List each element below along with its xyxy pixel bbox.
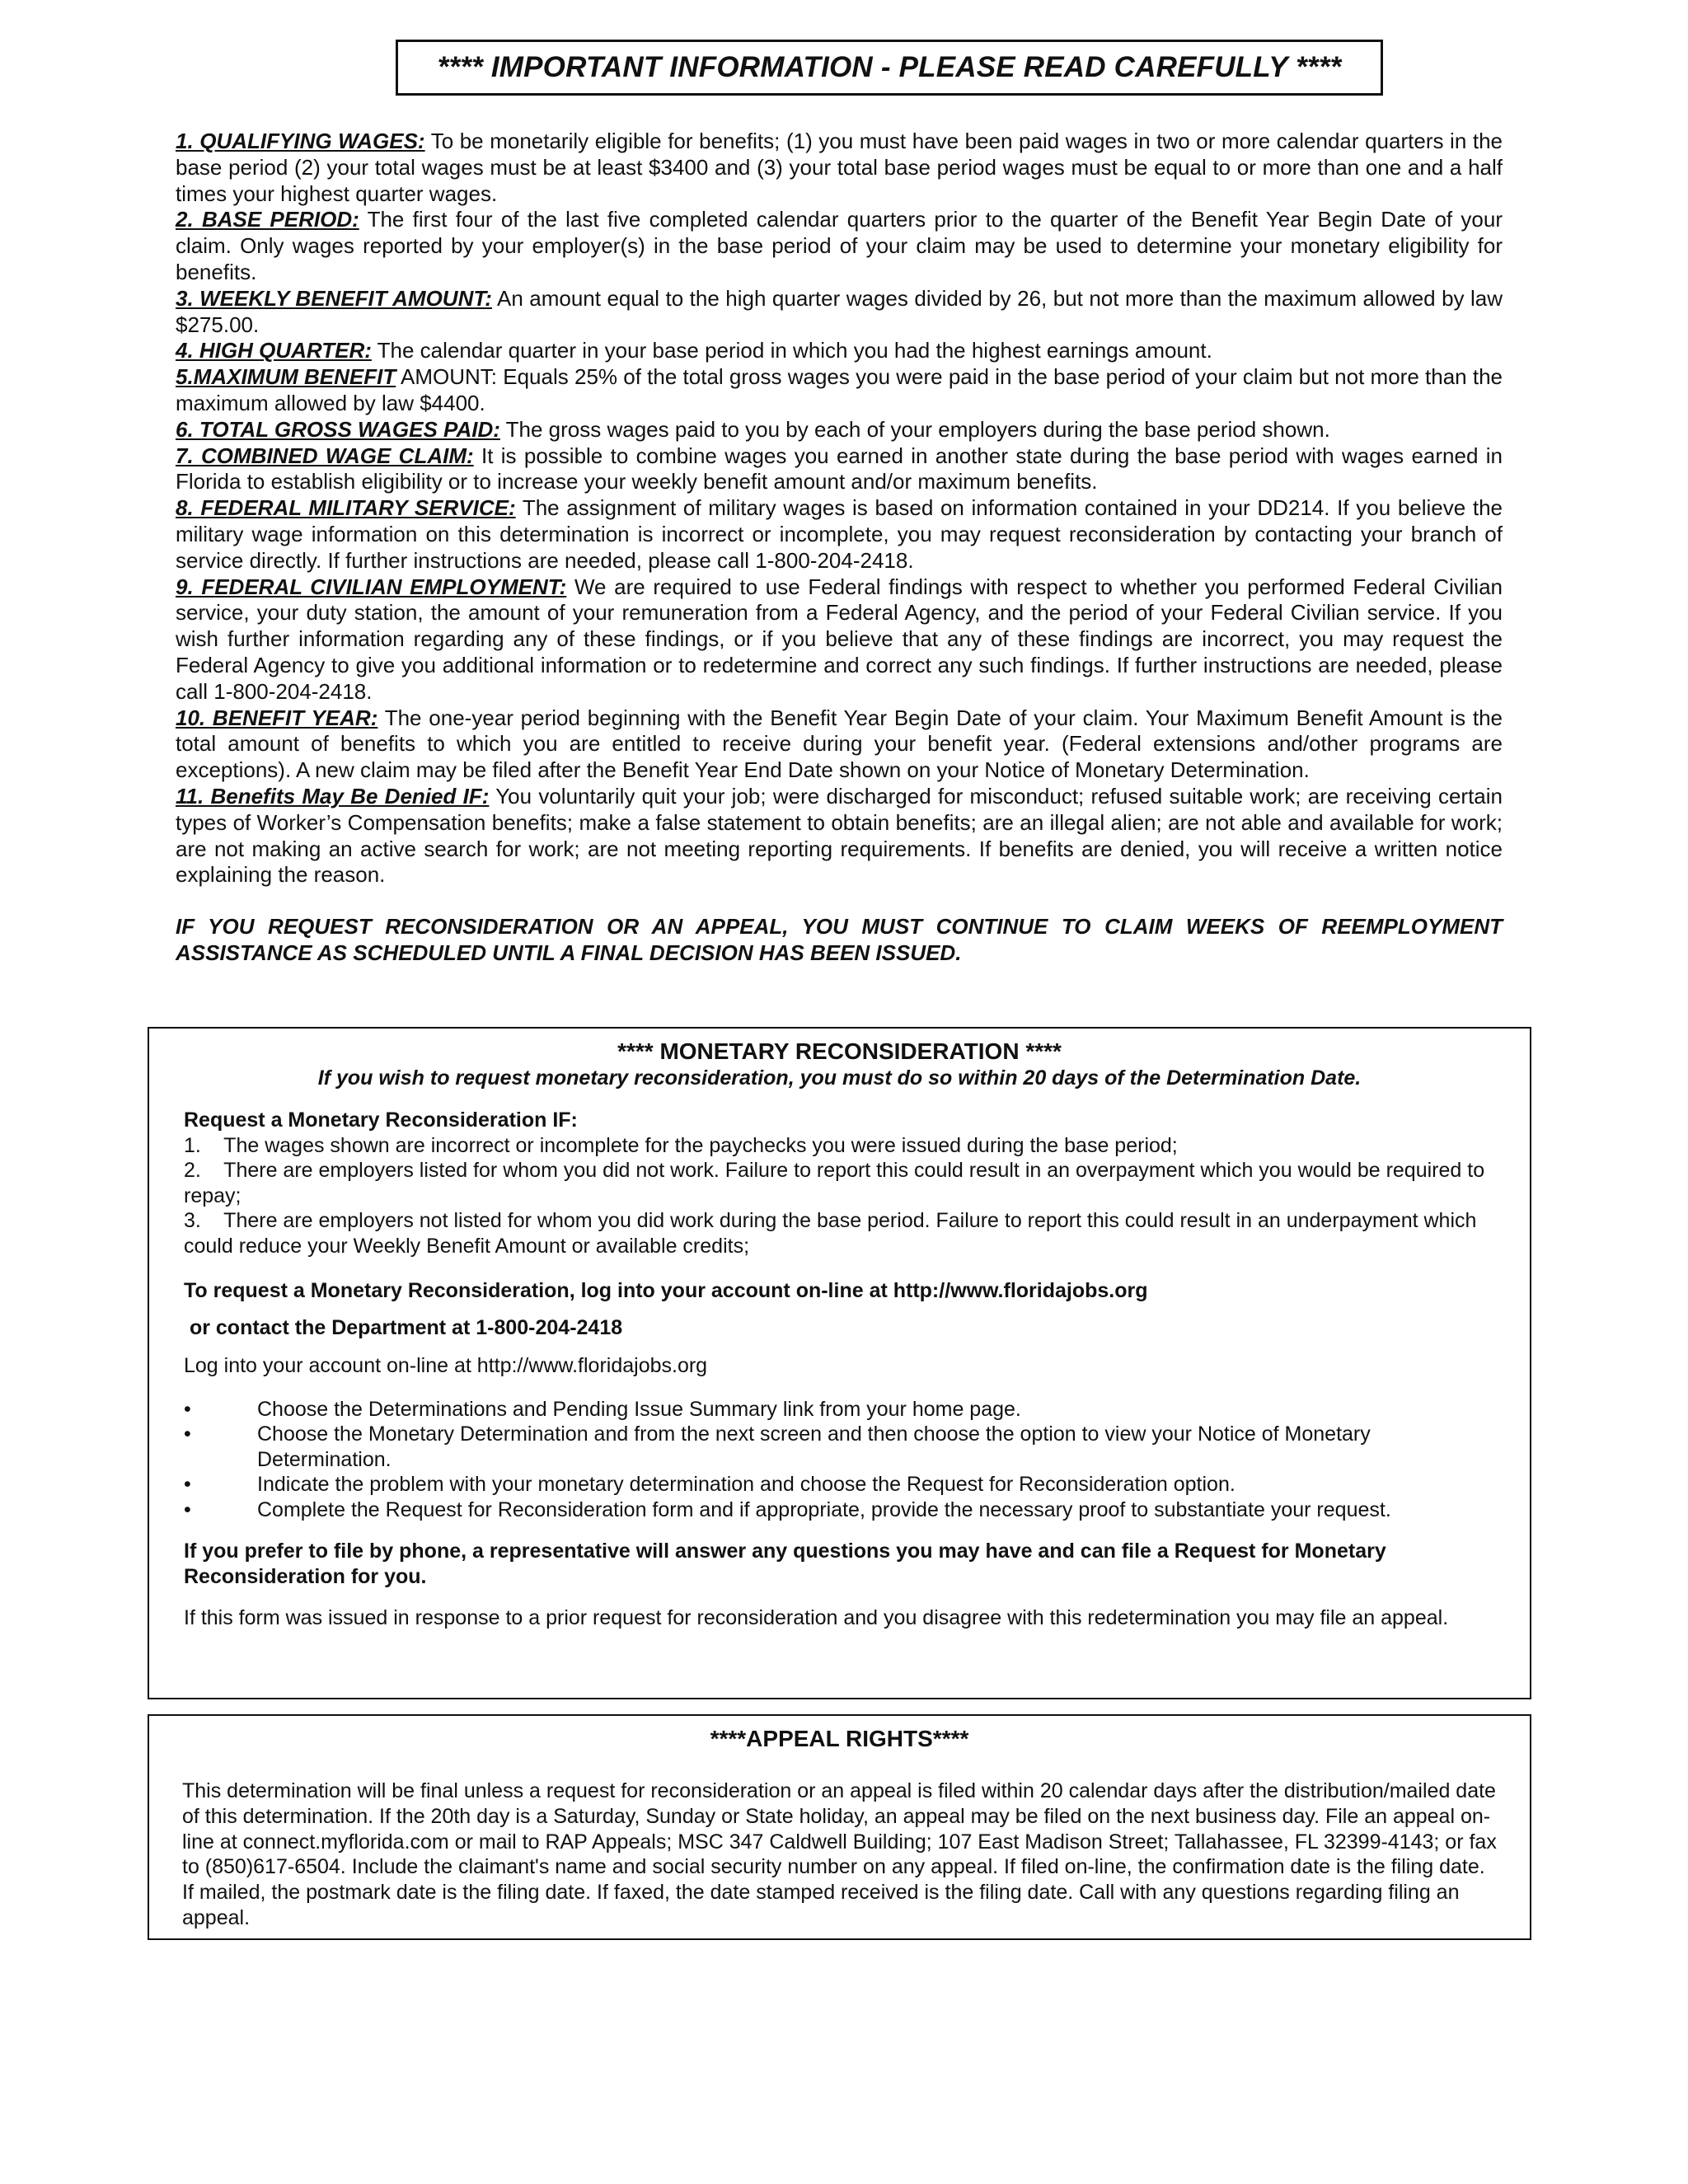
definition-term: 7. COMBINED WAGE CLAIM: xyxy=(176,443,474,468)
appeal-rights-text: This determination will be final unless a request for reconsideration or an appeal is filed within 20 calendar days after the distribution/mailed date of this determination. If the 20th day is a Saturday, Sunday or State holiday, an appeal may be filed on the next business day. File an appeal on-line at connect.myflorida.com or mail to RAP Appeals; MSC 347 Caldwell Building; 107 East Madison Street; Tallahassee, FL 32399-4143; or fax to (850)617-6504. Include the claimant's name and social security number on any appeal. If filed on-line, the confirmation date is the filing date. If mailed, the postmark date is the filing date. If faxed, the date stamped received is the filing date. Call with any questions regarding filing an appeal. xyxy=(182,1779,1497,1929)
definition-text: The one-year period beginning with the Benefit Year Begin Date of your claim. Your Maximum Benefit Amount is the total amount of benefits to which you are entitled to receive during your benefit year. (Federal extensions and/other programs are exceptions). A new claim may be filed after the Benefit Year End Date shown on your Notice of Monetary Determination. xyxy=(176,705,1503,783)
important-information-header xyxy=(396,40,1383,96)
definition-item xyxy=(176,129,1503,207)
login-text: Log into your account on-line at http://www.floridajobs.org xyxy=(184,1354,708,1377)
appeal-rights-box xyxy=(148,1714,1531,1940)
definition-text: To be monetarily eligible for benefits; (1) you must have been paid wages in two or more calendar quarters in the base period (2) your total wages must be at least $3400 and (3) your total base period wages must be equal to or more than one and a half times your highest quarter wages. xyxy=(176,129,1503,206)
continue-claiming-warning: IF YOU REQUEST RECONSIDERATION OR AN APPEAL, YOU MUST CONTINUE TO CLAIM WEEKS OF REEMPLOYMENT ASSISTANCE AS SCHEDULED UNTIL A FINAL DECISION HAS BEEN ISSUED. xyxy=(176,914,1503,965)
step-text: Choose the Monetary Determination and from the next screen and then choose the option to view your Notice of Monetary Determination. xyxy=(257,1422,1371,1471)
reconsideration-reason: 3. There are employers not listed for whom you did work during the base period. Failure to report this could result in an underpayment which could reduce your Weekly Benefit Amount or available credits; xyxy=(184,1209,1483,1258)
bullet-icon: • xyxy=(184,1422,191,1446)
header-title: **** IMPORTANT INFORMATION - PLEASE READ CAREFULLY **** xyxy=(437,51,1342,83)
definition-term: 10. BENEFIT YEAR: xyxy=(176,705,378,730)
reconsideration-reason: 2. There are employers listed for whom you did not work. Failure to report this could result in an overpayment which you would be required to repay; xyxy=(184,1159,1491,1207)
definition-term: 11. Benefits May Be Denied IF: xyxy=(176,783,490,808)
definition-text: You voluntarily quit your job; were discharged for misconduct; refused suitable work; are receiving certain types of Worker’s Compensation benefits; make a false statement to obtain benefits; are an illegal alien; are not able and available for work; are not making an active search for work; are not meeting reporting requirements. If benefits are denied, you will receive a written notice explaining the reason. xyxy=(176,783,1503,888)
online-instruction: To request a Monetary Reconsideration, log into your account on-line at http://www.floridajobs.org xyxy=(184,1279,1148,1302)
definition-item xyxy=(176,784,1503,888)
list-item xyxy=(184,1422,1503,1472)
list-item xyxy=(184,1397,1503,1422)
monetary-reconsideration-box xyxy=(148,1027,1531,1699)
definition-text: We are required to use Federal findings with respect to whether you performed Federal Civilian service, your duty station, the amount of your remuneration from a Federal Agency, and the period of your Federal Civilian service. If you wish further information regarding any of these findings, or if you believe that any of these findings are incorrect, you may request the Federal Agency to give you additional information or to redetermine and correct any such findings. If further instructions are needed, please call 1-800-204-2418. xyxy=(176,574,1503,704)
definition-item xyxy=(176,286,1503,339)
definition-term: 8. FEDERAL MILITARY SERVICE: xyxy=(176,495,516,521)
phone-instruction: or contact the Department at 1-800-204-2418 xyxy=(184,1315,623,1339)
definition-text: The first four of the last five completed calendar quarters prior to the quarter of the Benefit Year Begin Date of your claim. Only wages reported by your employer(s) in the base period of your claim may be used to determine your monetary eligibility for benefits. xyxy=(176,207,1503,284)
bullet-icon: • xyxy=(184,1497,191,1521)
definition-term: 6. TOTAL GROSS WAGES PAID: xyxy=(176,416,500,442)
definition-item xyxy=(176,705,1503,784)
definition-item xyxy=(176,417,1503,443)
definition-term: 1. QUALIFYING WAGES: xyxy=(176,129,425,153)
definition-term: 4. HIGH QUARTER: xyxy=(176,338,372,363)
definition-term: 3. WEEKLY BENEFIT AMOUNT: xyxy=(176,285,492,311)
definition-text: The calendar quarter in your base period in which you had the highest earnings amount. xyxy=(371,338,1212,363)
bullet-icon: • xyxy=(184,1473,191,1496)
definition-item xyxy=(176,574,1503,705)
step-text: Choose the Determinations and Pending Issue Summary link from your home page. xyxy=(257,1397,1021,1421)
definition-item xyxy=(176,207,1503,285)
definition-term: 2. BASE PERIOD: xyxy=(176,207,359,232)
list-item xyxy=(184,1497,1503,1523)
definition-text: The assignment of military wages is based on information contained in your DD214. If you believe the military wage information on this determination is incorrect or incomplete, you may request reconsideration by contacting your branch of service directly. If further instructions are needed, please call 1-800-204-2418. xyxy=(176,495,1503,573)
monetary-reconsideration-deadline: If you wish to request monetary reconsideration, you must do so within 20 days of the Determination Date. xyxy=(317,1066,1362,1090)
definition-text: AMOUNT: Equals 25% of the total gross wages you were paid in the base period of your claim but not more than the maximum allowed by law $4400. xyxy=(176,364,1503,415)
reconsideration-reason: 1. The wages shown are incorrect or incomplete for the paychecks you were issued during the base period; xyxy=(184,1133,1178,1157)
bullet-icon: • xyxy=(184,1397,191,1421)
definition-item xyxy=(176,495,1503,574)
step-text: Complete the Request for Reconsideration form and if appropriate, provide the necessary proof to substantiate your request. xyxy=(257,1497,1391,1521)
monetary-reconsideration-title: **** MONETARY RECONSIDERATION **** xyxy=(617,1038,1062,1064)
definition-text: An amount equal to the high quarter wages divided by 26, but not more than the maximum allowed by law $275.00. xyxy=(176,285,1503,337)
definition-item xyxy=(176,338,1503,364)
step-text: Indicate the problem with your monetary determination and choose the Request for Reconsideration option. xyxy=(257,1473,1236,1496)
definition-item xyxy=(176,443,1503,496)
list-item xyxy=(184,1472,1503,1497)
reconsideration-steps xyxy=(184,1397,1503,1523)
definition-text: The gross wages paid to you by each of your employers during the base period shown. xyxy=(499,416,1330,442)
request-heading: Request a Monetary Reconsideration IF: xyxy=(184,1108,578,1132)
definition-term: 5.MAXIMUM BENEFIT xyxy=(176,364,396,390)
phone-note: If you prefer to file by phone, a representative will answer any questions you may have and can file a Request for Monetary Reconsideration for you. xyxy=(184,1540,1386,1588)
monetary-reconsideration-body xyxy=(184,1108,1503,1631)
appeal-rights-title: ****APPEAL RIGHTS**** xyxy=(710,1726,969,1751)
definition-term: 9. FEDERAL CIVILIAN EMPLOYMENT: xyxy=(176,574,567,599)
definition-item xyxy=(176,364,1503,417)
definitions-section xyxy=(176,129,1503,967)
definition-text: It is possible to combine wages you earned in another state during the base period with wages earned in Florida to establish eligibility or to increase your weekly benefit amount and/or maximum benefits. xyxy=(176,443,1503,494)
appeal-note: If this form was issued in response to a prior request for reconsideration and you disagree with this redetermination you may file an appeal. xyxy=(184,1606,1449,1629)
